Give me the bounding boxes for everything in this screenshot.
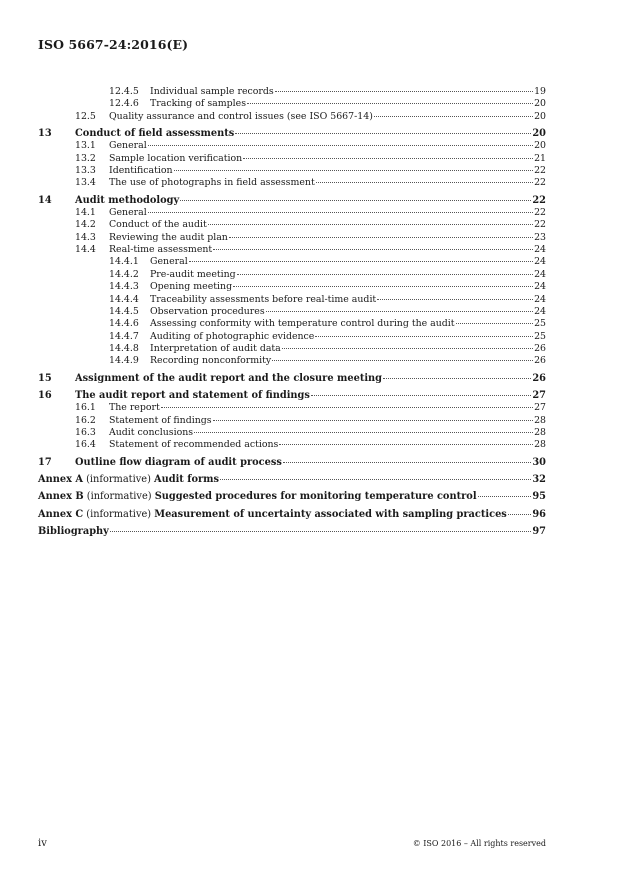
bibliography-page: 97 <box>532 526 546 537</box>
toc-entry-page: 26 <box>534 355 546 367</box>
dot-leader <box>283 462 531 463</box>
toc-entry-number: 14.1 <box>75 207 96 219</box>
toc-entry-14-4-2[interactable] <box>38 269 546 281</box>
toc-entry-title: Opening meeting <box>150 281 233 293</box>
toc-entry-title: General <box>109 140 147 152</box>
toc-entry-13-1[interactable] <box>38 140 546 152</box>
toc-entry-13-4[interactable] <box>38 177 546 189</box>
toc-entry-page: 26 <box>532 372 546 384</box>
annex-title: Audit forms <box>154 473 220 485</box>
toc-entry-title: Reviewing the audit plan <box>109 231 228 243</box>
dot-leader <box>110 531 532 532</box>
annex-type: (informative) <box>86 491 152 503</box>
dot-leader <box>148 145 533 146</box>
toc-entry-number: 15 <box>38 372 52 384</box>
toc-entry-number: 16.4 <box>75 439 96 451</box>
annex-title: Suggested procedures for monitoring temperature control <box>154 491 477 503</box>
toc-entry-title: Audit methodology <box>75 194 180 206</box>
toc-entry-16-4[interactable] <box>38 439 546 451</box>
toc-entry-page: 24 <box>534 244 546 256</box>
toc-entry-15[interactable] <box>38 373 546 385</box>
toc-entry-13-3[interactable] <box>38 165 546 177</box>
toc-entry-page: 23 <box>534 231 546 243</box>
toc-entry-title: Assignment of the audit report and the closure meeting <box>75 372 383 384</box>
toc-annex-b[interactable] <box>38 491 546 503</box>
toc-entry-title: Conduct of the audit <box>109 219 207 231</box>
toc-entry-title: Identification <box>109 165 173 177</box>
toc-entry-number: 13.4 <box>75 177 96 189</box>
dot-leader <box>237 274 533 275</box>
toc-entry-number: 16.2 <box>75 414 96 426</box>
toc-entry-number: 16.1 <box>75 402 96 414</box>
toc-entry-number: 12.5 <box>75 110 96 122</box>
bibliography-title: Bibliography <box>38 526 109 537</box>
toc-entry-title: Outline flow diagram of audit process <box>75 456 282 468</box>
toc-entry-title: Real-time assessment <box>109 244 213 256</box>
annex-type: (informative) <box>86 473 151 485</box>
toc-entry-page: 20 <box>534 110 546 122</box>
toc-entry-page: 19 <box>534 86 546 97</box>
toc-entry-number: 16.3 <box>75 426 96 438</box>
dot-leader <box>266 311 533 312</box>
toc-entry-title: General <box>150 256 188 268</box>
toc-entry-title: Pre-audit meeting <box>150 268 236 280</box>
toc-entry-number: 14.4.9 <box>109 355 139 367</box>
toc-entry-page: 24 <box>534 256 546 268</box>
toc-entry-number: 12.4.5 <box>109 86 139 97</box>
dot-leader <box>316 182 533 183</box>
toc-entry-title: The report <box>109 402 160 414</box>
toc-entry-page: 24 <box>534 268 546 280</box>
toc-entry-page: 27 <box>534 402 546 414</box>
dot-leader <box>456 323 534 324</box>
dot-leader <box>508 514 532 515</box>
toc-entry-number: 17 <box>38 456 52 468</box>
toc-entry-14-3[interactable] <box>38 232 546 244</box>
toc-entry-number: 16 <box>38 389 52 401</box>
dot-leader <box>208 224 533 225</box>
toc-entry-page: 24 <box>534 305 546 317</box>
toc-entry-number: 13.1 <box>75 140 96 152</box>
toc-entry-14-4-9[interactable] <box>38 355 546 367</box>
annex-label: Annex B <box>38 491 84 503</box>
dot-leader <box>279 444 533 445</box>
toc-entry-number: 12.4.6 <box>109 98 139 110</box>
dot-leader <box>220 479 531 480</box>
toc-entry-page: 22 <box>534 165 546 177</box>
toc-entry-title: General <box>109 207 147 219</box>
toc-entry-13[interactable] <box>38 128 546 140</box>
dot-leader <box>233 286 533 287</box>
toc-entry-number: 14.4.4 <box>109 293 139 305</box>
dot-leader <box>374 116 533 117</box>
toc-entry-title: Conduct of field assessments <box>75 128 235 140</box>
toc-entry-title: Traceability assessments before real-time audit <box>150 293 377 305</box>
toc-entry-page: 22 <box>534 207 546 219</box>
toc-entry-number: 14.4.6 <box>109 318 139 330</box>
dot-leader <box>235 133 531 134</box>
dot-leader <box>189 261 533 262</box>
toc-annex-c[interactable] <box>38 509 546 521</box>
toc-entry-page: 20 <box>534 98 546 110</box>
toc-entry-number: 14.4.7 <box>109 330 139 342</box>
toc-entry-page: 20 <box>534 140 546 152</box>
toc-entry-16-3[interactable] <box>38 427 546 439</box>
toc-entry-14-4-3[interactable] <box>38 281 546 293</box>
toc-entry-page: 21 <box>534 152 546 164</box>
toc-entry-page: 22 <box>534 219 546 231</box>
toc-entry-title: Auditing of photographic evidence <box>150 330 315 342</box>
dot-leader <box>315 336 533 337</box>
toc-entry-title: Individual sample records <box>150 86 274 97</box>
toc-entry-12-4-6[interactable] <box>38 98 546 110</box>
annex-label: Annex A <box>38 473 83 485</box>
dot-leader <box>377 299 533 300</box>
document-id-header: ISO 5667-24:2016(E) <box>38 37 189 52</box>
toc-entry-number: 13.2 <box>75 152 96 164</box>
toc-entry-title: Recording nonconformity <box>150 355 272 367</box>
toc-entry-14-4-4[interactable] <box>38 294 546 306</box>
dot-leader <box>247 103 533 104</box>
toc-annex-a[interactable] <box>38 474 546 486</box>
dot-leader <box>213 420 534 421</box>
toc-entry-14-4-5[interactable] <box>38 306 546 318</box>
toc-entry-title: Audit conclusions <box>109 426 194 438</box>
annex-type: (informative) <box>86 508 152 520</box>
toc-entry-title: Sample location verification <box>109 152 243 164</box>
toc-entry-17[interactable] <box>38 457 546 469</box>
toc-entry-number: 14.4.5 <box>109 305 139 317</box>
annex-page: 32 <box>532 473 546 485</box>
dot-leader <box>161 407 533 408</box>
dot-leader <box>213 249 533 250</box>
toc-entry-number: 13 <box>38 128 52 140</box>
toc-bibliography[interactable] <box>38 526 546 538</box>
toc-entry-page: 28 <box>534 439 546 451</box>
toc-entry-page: 20 <box>532 128 546 140</box>
toc-entry-number: 14.4.2 <box>109 268 139 280</box>
toc-entry-page: 24 <box>534 281 546 293</box>
dot-leader <box>311 395 531 396</box>
dot-leader <box>282 348 533 349</box>
annex-page: 96 <box>532 508 546 520</box>
copyright-notice: © ISO 2016 – All rights reserved <box>412 839 546 848</box>
toc-entry-title: The use of photographs in field assessment <box>109 177 315 189</box>
annex-title: Measurement of uncertainty associated with sampling practices <box>154 508 507 520</box>
toc-entry-14-4-1[interactable] <box>38 256 546 268</box>
toc-entry-14-4-7[interactable] <box>38 331 546 343</box>
toc-entry-title: The audit report and statement of findings <box>75 389 310 401</box>
toc-entry-14-1[interactable] <box>38 207 546 219</box>
toc-entry-number: 14.3 <box>75 231 96 243</box>
toc-entry-page: 22 <box>534 177 546 189</box>
toc-entry-page: 24 <box>534 293 546 305</box>
toc-entry-title: Tracking of samples <box>150 98 247 110</box>
toc-entry-14-4-8[interactable] <box>38 343 546 355</box>
toc-entry-14-4-6[interactable] <box>38 318 546 330</box>
toc-entry-14-4[interactable] <box>38 244 546 256</box>
dot-leader <box>229 237 533 238</box>
toc-entry-14[interactable] <box>38 195 546 207</box>
toc-entry-12-4-5[interactable] <box>38 86 546 98</box>
toc-entry-title: Interpretation of audit data <box>150 342 281 354</box>
toc-entry-page: 25 <box>534 318 546 330</box>
annex-page: 95 <box>532 491 546 503</box>
toc-entry-number: 13.3 <box>75 165 96 177</box>
toc-entry-number: 14.4.1 <box>109 256 139 268</box>
toc-entry-16[interactable] <box>38 390 546 402</box>
toc-entry-14-2[interactable] <box>38 219 546 231</box>
toc-entry-16-2[interactable] <box>38 415 546 427</box>
toc-entry-page: 30 <box>532 456 546 468</box>
toc-entry-title: Quality assurance and control issues (see ISO 5667-14) <box>109 110 373 122</box>
dot-leader <box>148 212 533 213</box>
toc-entry-page: 26 <box>534 342 546 354</box>
annex-label: Annex C <box>38 508 84 520</box>
toc-entry-13-2[interactable] <box>38 153 546 165</box>
page-number: iv <box>38 838 47 849</box>
toc-entry-title: Statement of findings <box>109 414 212 426</box>
dot-leader <box>478 496 532 497</box>
toc-entry-page: 28 <box>534 414 546 426</box>
dot-leader <box>180 200 531 201</box>
dot-leader <box>383 378 531 379</box>
toc-entry-title: Statement of recommended actions <box>109 439 279 451</box>
toc-entry-page: 28 <box>534 426 546 438</box>
dot-leader <box>272 360 533 361</box>
dot-leader <box>275 91 533 92</box>
table-of-contents <box>38 86 546 538</box>
dot-leader <box>174 170 533 171</box>
toc-entry-number: 14.2 <box>75 219 96 231</box>
toc-entry-number: 14.4.3 <box>109 281 139 293</box>
toc-entry-12-5[interactable] <box>38 111 546 123</box>
toc-entry-number: 14.4 <box>75 244 96 256</box>
toc-entry-page: 22 <box>532 194 546 206</box>
dot-leader <box>194 432 533 433</box>
toc-entry-title: Observation procedures <box>150 305 265 317</box>
toc-entry-page: 27 <box>532 389 546 401</box>
toc-entry-title: Assessing conformity with temperature control during the audit <box>150 318 455 330</box>
dot-leader <box>243 158 533 159</box>
toc-entry-number: 14 <box>38 194 52 206</box>
toc-entry-page: 25 <box>534 330 546 342</box>
toc-entry-number: 14.4.8 <box>109 342 139 354</box>
toc-entry-16-1[interactable] <box>38 402 546 414</box>
